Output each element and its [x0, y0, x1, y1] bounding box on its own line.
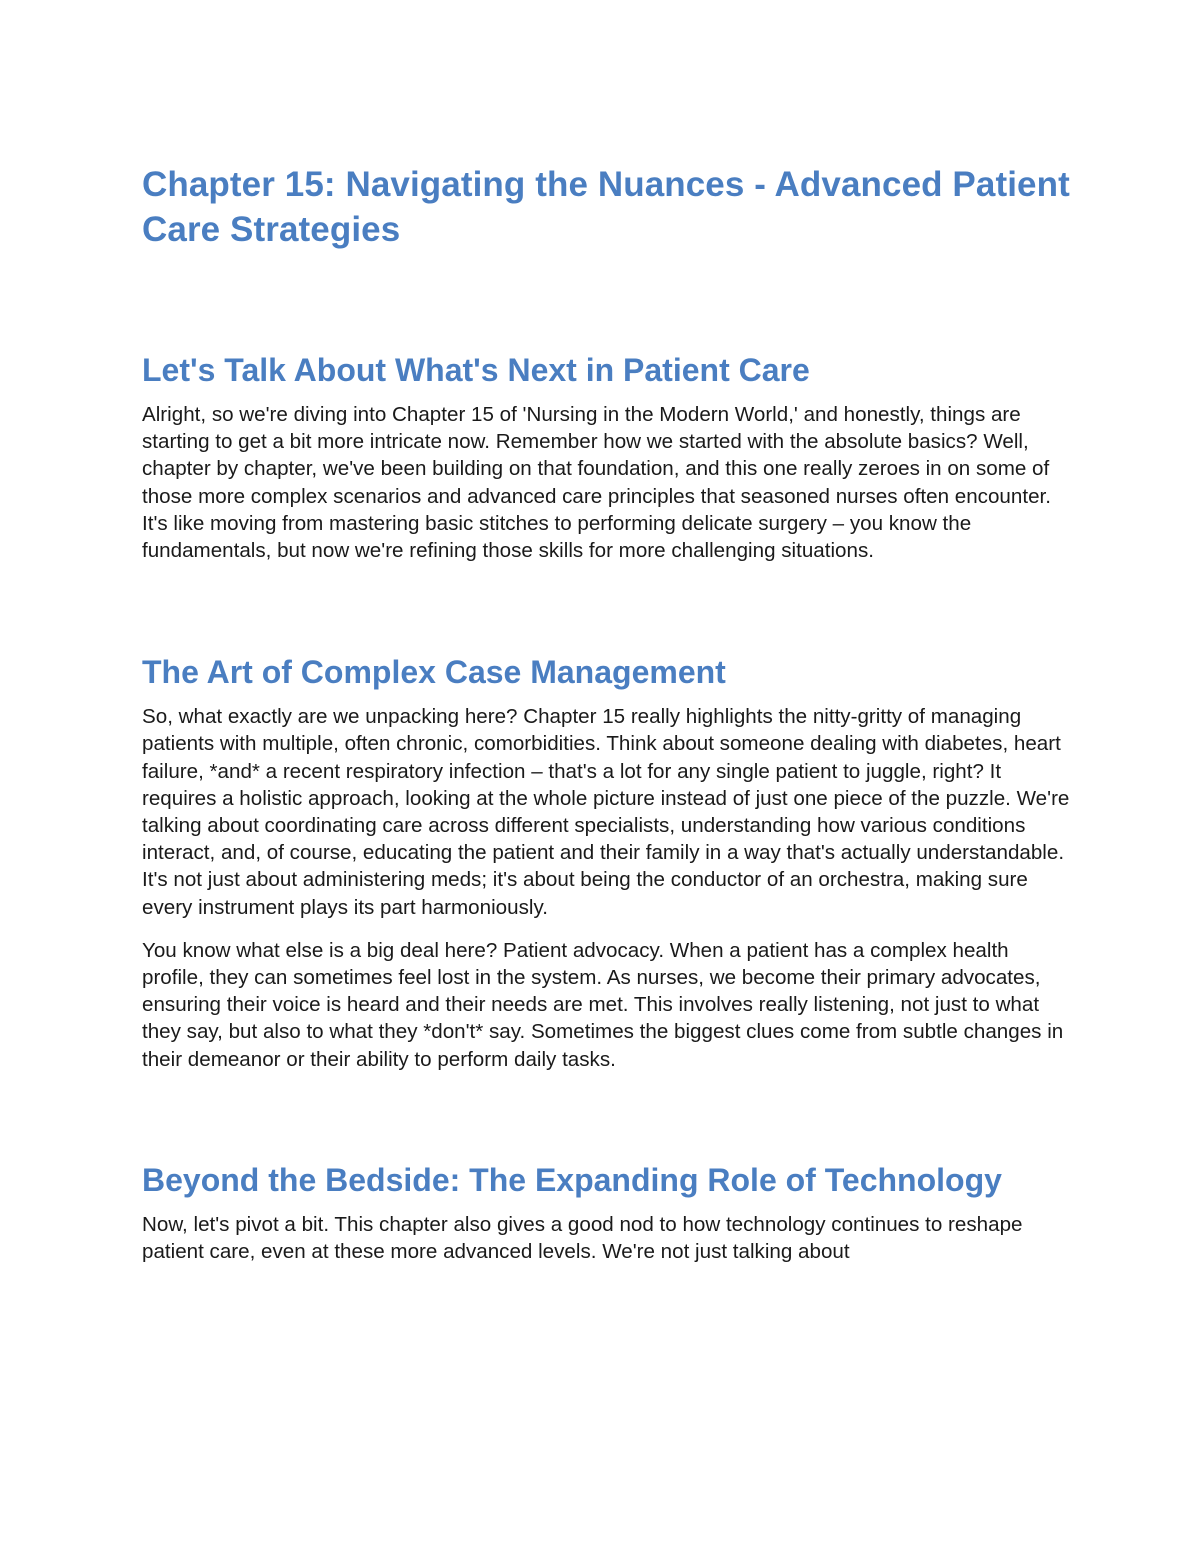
section-paragraph: You know what else is a big deal here? Patient advocacy. When a patient has a complex health profile, they can sometimes feel lost in the system. As nurses, we become their primary advocates, ensuring their voice is heard and their needs are met. This involves really listening, not just to what they say, but also to what they *don't* say. Sometimes the biggest clues come from subtle changes in their demeanor or their ability to perform daily tasks. — [142, 938, 1064, 1071]
section-technology — [142, 1159, 1072, 1265]
section-whats-next — [142, 349, 1072, 564]
document-title: Chapter 15: Navigating the Nuances - Advanced Patient Care Strategies — [142, 165, 1070, 249]
section-paragraph: So, what exactly are we unpacking here? Chapter 15 really highlights the nitty-gritty of managing patients with multiple, often chronic, comorbidities. Think about someone dealing with diabetes, heart failure, *and* a recent respiratory infection – that's a lot for any single patient to juggle, right? It requires a holistic approach, looking at the whole picture instead of just one piece of the puzzle. We're talking about coordinating care across different specialists, understanding how various conditions interact, and, of course, educating the patient and their family in a way that's actually understandable. It's not just about administering meds; it's about being the conductor of an orchestra, making sure every instrument plays its part harmoniously. — [142, 705, 1070, 919]
section-paragraph: Now, let's pivot a bit. This chapter also gives a good nod to how technology continues to reshape patient care, even at these more advanced levels. We're not just talking about — [142, 1212, 1023, 1264]
section-complex-case-management — [142, 651, 1072, 1073]
section-heading: The Art of Complex Case Management — [142, 654, 726, 691]
section-heading: Let's Talk About What's Next in Patient Care — [142, 352, 810, 388]
section-heading: Beyond the Bedside: The Expanding Role of Technology — [142, 1161, 1002, 1198]
section-paragraph: Alright, so we're diving into Chapter 15 of 'Nursing in the Modern World,' and honestly, things are starting to get a bit more intricate now. Remember how we started with the absolute basics? Well, chapter by chapter, we've been building on that foundation, and this one really zeroes in on some of those more complex scenarios and advanced care principles that seasoned nurses often encounter. It's like moving from mastering basic stitches to performing delicate surgery – you know the fundamentals, but now we're refining those skills for more challenging situations. — [142, 403, 1051, 563]
document-page — [142, 162, 1072, 1265]
